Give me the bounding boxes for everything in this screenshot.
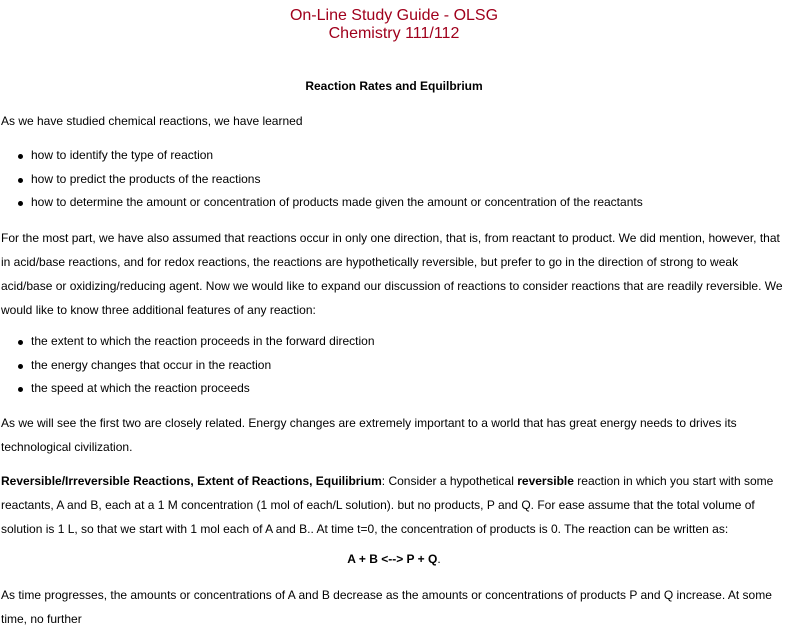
learned-list (0, 144, 643, 215)
list-item: the energy changes that occur in the reaction (0, 354, 375, 378)
reversible-text-b: reaction in which you start with some reactants, A and B, each at a 1 M concentration (1 mol of each/L solution). but no products, P and Q. For ease assume that the total volume of solution is 1 L, so that we start with 1 mol each of A and B.. At time t=0, the concentration of products is 0. The reaction can be written as: (1, 474, 774, 536)
section-title: Reaction Rates and Equilbrium (305, 79, 483, 93)
site-title: On-Line Study Guide - OLSG (289, 7, 499, 24)
list-item: the extent to which the reaction proceeds in the forward direction (0, 330, 375, 354)
equation-suffix: . (437, 552, 441, 566)
list-item: how to identify the type of reaction (0, 144, 643, 168)
energy-paragraph: As we will see the first two are closely related. Energy changes are extremely important to a world that has great energy needs to drives its technological civilization. (1, 416, 737, 454)
course-title: Chemistry 111/112 (328, 25, 460, 42)
reaction-equation (0, 552, 788, 566)
list-item: the speed at which the reaction proceeds (0, 377, 375, 401)
time-paragraph: As time progresses, the amounts or concentrations of A and B decrease as the amounts or concentrations of products P and Q increase. At some time, no further (1, 588, 772, 626)
reversible-bold-word: reversible (517, 474, 574, 488)
reversible-paragraph (1, 469, 786, 541)
list-item: how to predict the products of the reactions (0, 168, 643, 192)
intro-paragraph: As we have studied chemical reactions, we have learned (1, 114, 303, 128)
reversible-heading: Reversible/Irreversible Reactions, Extent of Reactions, Equilibrium (1, 474, 382, 488)
list-item: how to determine the amount or concentration of products made given the amount or concentration of the reactants (0, 191, 643, 215)
equation-text: A + B <--> P + Q (347, 552, 438, 566)
reversible-text-a: : Consider a hypothetical (381, 474, 518, 488)
direction-paragraph: For the most part, we have also assumed that reactions occur in only one direction, that is, from reactant to product. We did mention, however, that in acid/base reactions, and for redox reactions, the reactions are hypothetically reversible, but prefer to go in the direction of strong to weak acid/base or oxidizing/reducing agent. Now we would like to expand our discussion of reactions to consider reactions that are readily reversible. We would like to know three additional features of any reaction: (1, 231, 783, 317)
features-list (0, 330, 375, 401)
